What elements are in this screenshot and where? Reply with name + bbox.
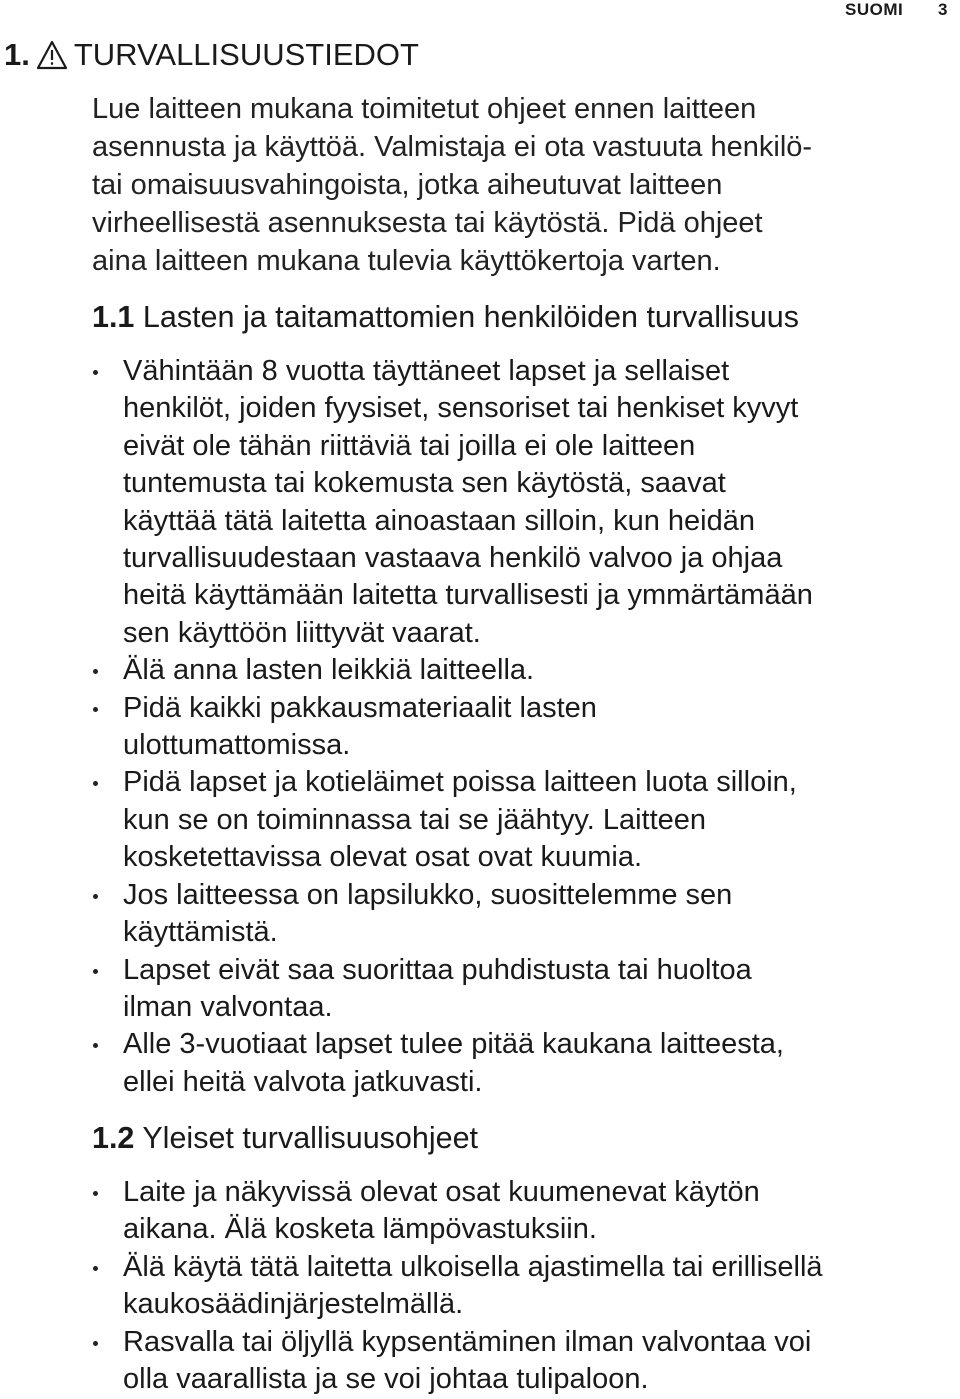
subsection-title: Yleiset turvallisuusohjeet: [142, 1121, 479, 1155]
list-item: [92, 1174, 958, 1249]
intro-line: asennusta ja käyttöä. Valmistaja ei ota vastuuta henkilö-: [92, 131, 813, 163]
intro-line: tai omaisuusvahingoista, jotka aiheutuvat laitteen: [92, 169, 723, 201]
section-title: [4, 34, 419, 76]
list-item-line: ilman valvontaa.: [123, 990, 333, 1023]
list-item-line: kun se on toiminnassa tai se jäähtyy. Laitteen: [123, 803, 707, 836]
subsection-heading-1-1: [92, 300, 799, 335]
list-item-line: aikana. Älä kosketa lämpövastuksiin.: [123, 1213, 597, 1246]
list-item: [92, 690, 958, 765]
list-item-line: Älä käytä tätä laitetta ulkoisella ajastimella tai erillisellä: [123, 1250, 823, 1283]
bullet-icon: [93, 370, 98, 375]
list-item: [92, 877, 958, 952]
bullet-icon: [93, 1191, 98, 1196]
list-item-line: Laite ja näkyvissä olevat osat kuumenevat käytön: [123, 1176, 760, 1208]
list-item: [92, 353, 958, 652]
intro-line: Lue laitteen mukana toimitetut ohjeet ennen laitteen: [92, 93, 757, 125]
intro-paragraph: [92, 90, 952, 280]
bullet-icon: [93, 707, 98, 712]
list-item: [92, 952, 958, 1027]
list-item-line: ulottumattomissa.: [123, 729, 351, 762]
page-number: 3: [938, 0, 948, 19]
list-item-line: Jos laitteessa on lapsilukko, suosittelemme sen: [123, 878, 733, 911]
bullet-icon: [93, 1341, 98, 1346]
list-item-line: Pidä kaikki pakkausmateriaalit lasten: [123, 691, 597, 724]
list-item-line: Alle 3-vuotiaat lapset tulee pitää kaukana laitteesta,: [123, 1028, 784, 1061]
list-item-line: olla vaarallista ja se voi johtaa tulipaloon.: [123, 1363, 649, 1396]
section-number: 1.: [4, 37, 30, 72]
bullet-icon: [93, 669, 98, 674]
list-item-line: turvallisuudestaan vastaava henkilö valvoo ja ohjaa: [123, 542, 783, 575]
list-item: [92, 652, 958, 689]
bullet-icon: [93, 1043, 98, 1048]
subsection-number: 1.2: [92, 1121, 135, 1155]
warning-triangle-icon: [36, 40, 68, 70]
list-item-line: kosketettavissa olevat osat ovat kuumia.: [123, 841, 643, 874]
intro-line: aina laitteen mukana tulevia käyttökertoja varten.: [92, 245, 721, 277]
list-item-line: sen käyttöön liittyvät vaarat.: [123, 616, 481, 649]
list-item-line: henkilöt, joiden fyysiset, sensoriset tai henkiset kyvyt: [123, 392, 799, 425]
list-item-line: heitä käyttämään laitetta turvallisesti ja ymmärtämään: [123, 579, 813, 612]
list-item: [92, 1249, 958, 1324]
list-item-line: Lapset eivät saa suorittaa puhdistusta tai huoltoa: [123, 953, 752, 986]
list-item-line: Rasvalla tai öljyllä kypsentäminen ilman valvontaa voi: [123, 1325, 812, 1358]
safety-list-children: [92, 353, 958, 1101]
list-item: [92, 1324, 958, 1399]
intro-line: virheellisestä asennuksesta tai käytöstä. Pidä ohjeet: [92, 207, 763, 239]
section-title-text: TURVALLISUUSTIEDOT: [73, 37, 419, 72]
list-item-line: käyttää tätä laitetta ainoastaan silloin, kun heidän: [123, 504, 755, 537]
list-item-line: Älä anna lasten leikkiä laitteella.: [123, 654, 535, 687]
list-item-line: käyttämistä.: [123, 916, 278, 949]
subsection-heading-1-2: [92, 1121, 478, 1156]
list-item-line: Vähintään 8 vuotta täyttäneet lapset ja sellaiset: [123, 355, 730, 387]
list-item-line: Pidä lapset ja kotieläimet poissa laitteen luota silloin,: [123, 766, 797, 799]
bullet-icon: [93, 781, 98, 786]
list-item: [92, 1026, 958, 1101]
list-item-line: tuntemusta tai kokemusta sen käytöstä, saavat: [123, 467, 726, 500]
subsection-title: Lasten ja taitamattomien henkilöiden turvallisuus: [142, 300, 800, 334]
list-item-line: kaukosäädinjärjestelmällä.: [123, 1288, 464, 1321]
list-item-line: eivät ole tähän riittäviä tai joilla ei ole laitteen: [123, 429, 696, 462]
list-item: [92, 764, 958, 876]
bullet-icon: [93, 894, 98, 899]
bullet-icon: [93, 969, 98, 974]
safety-list-general: [92, 1174, 958, 1398]
language-label: SUOMI: [845, 0, 904, 19]
subsection-number: 1.1: [92, 300, 135, 334]
bullet-icon: [93, 1266, 98, 1271]
list-item-line: ellei heitä valvota jatkuvasti.: [123, 1065, 483, 1098]
